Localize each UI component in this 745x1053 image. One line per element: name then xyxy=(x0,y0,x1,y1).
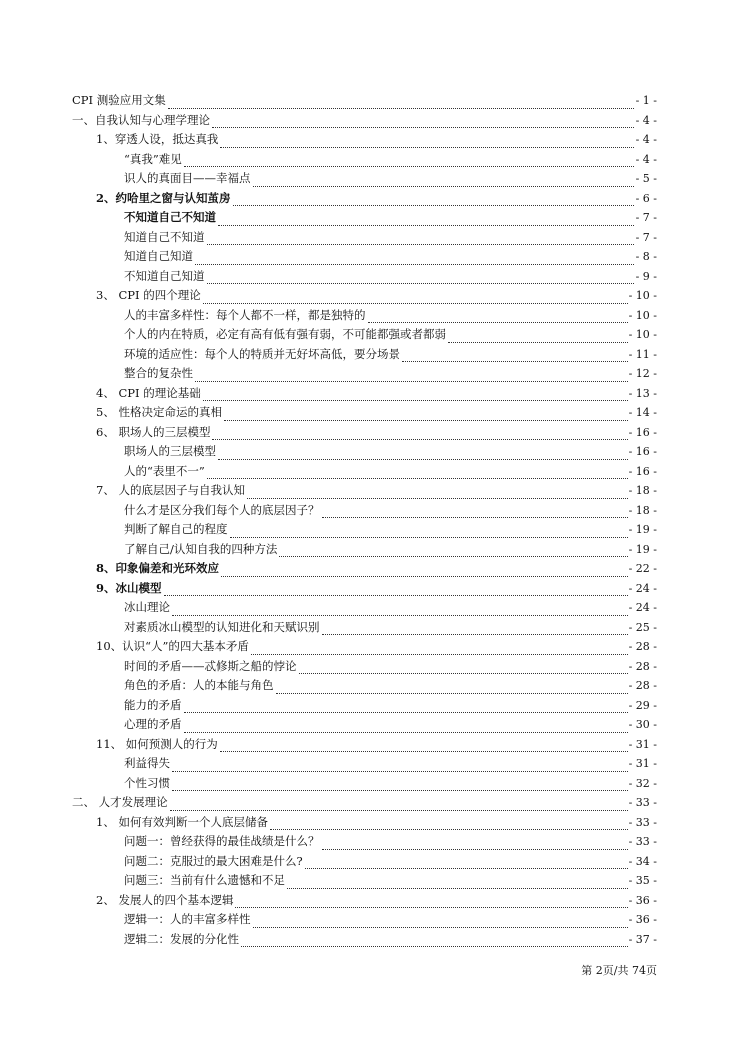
dot-leader xyxy=(184,721,657,733)
dot-leader xyxy=(251,643,656,655)
toc-entry-page: - 13 - xyxy=(628,384,657,404)
dot-leader xyxy=(230,526,657,538)
toc-entry[interactable] xyxy=(0,657,745,677)
toc-entry-title: 逻辑一：人的丰富多样性 xyxy=(124,912,251,926)
toc-entry[interactable] xyxy=(0,423,745,443)
dot-leader xyxy=(368,311,657,323)
toc-entry-page: - 5 - xyxy=(635,169,657,189)
toc-entry-page: - 10 - xyxy=(628,325,657,345)
toc-entry-page: - 14 - xyxy=(628,403,657,423)
dot-leader xyxy=(184,701,657,713)
toc-entry-page: - 35 - xyxy=(628,871,657,891)
dot-leader xyxy=(164,584,656,596)
toc-entry-page: - 22 - xyxy=(628,559,657,579)
toc-entry-page: - 33 - xyxy=(628,813,657,833)
toc-entry[interactable] xyxy=(0,813,745,833)
toc-entry-page: - 28 - xyxy=(628,657,657,677)
toc-entry-title: 人的“表里不一” xyxy=(124,463,205,478)
dot-leader xyxy=(172,604,656,616)
toc-entry-page: - 25 - xyxy=(628,618,657,638)
toc-entry-title: 整合的复杂性 xyxy=(124,366,193,380)
dot-leader xyxy=(322,838,657,850)
toc-entry[interactable] xyxy=(0,169,745,189)
toc-entry[interactable] xyxy=(0,559,745,579)
dot-leader xyxy=(279,545,656,557)
toc-entry[interactable] xyxy=(0,852,745,872)
toc-entry-title: 知道自己知道 xyxy=(124,249,193,263)
toc-entry-page: - 28 - xyxy=(628,676,657,696)
toc-entry[interactable] xyxy=(0,501,745,521)
toc-entry-page: - 9 - xyxy=(635,267,657,287)
toc-entry-page: - 10 - xyxy=(628,306,657,326)
toc-entry-title: 能力的矛盾 xyxy=(124,697,182,712)
dot-leader xyxy=(203,292,656,304)
toc-entry-title: 个性习惯 xyxy=(124,775,170,790)
toc-entry-page: - 7 - xyxy=(635,208,657,228)
toc-entry-title: 3、 CPI 的四个理论 xyxy=(96,288,201,302)
toc-entry[interactable] xyxy=(0,228,745,248)
toc-entry[interactable] xyxy=(0,618,745,638)
toc-entry-title: 10、认识“人”的四大基本矛盾 xyxy=(96,639,249,653)
dot-leader xyxy=(218,448,656,460)
dot-leader xyxy=(253,175,657,187)
dot-leader xyxy=(448,331,656,343)
toc-entry-page: - 24 - xyxy=(628,579,657,599)
dot-leader xyxy=(195,370,656,382)
toc-entry-title: 个人的内在特质，必定有高有低有强有弱，不可能都强或者都弱 xyxy=(124,327,446,341)
toc-entry-title: 逻辑二：发展的分化性 xyxy=(124,931,239,946)
toc-entry[interactable] xyxy=(0,364,745,384)
dot-leader xyxy=(287,877,656,889)
toc-entry-title: 5、 性格决定命运的真相 xyxy=(96,405,222,419)
toc-entry[interactable] xyxy=(0,540,745,560)
toc-entry-title: 1、 如何有效判断一个人底层储备 xyxy=(96,814,268,829)
toc-entry-page: - 18 - xyxy=(628,501,657,521)
toc-entry-title: 知道自己不知道 xyxy=(124,229,205,244)
toc-entry-title: 7、 人的底层因子与自我认知 xyxy=(96,483,245,497)
dot-leader xyxy=(212,428,656,440)
toc-entry-title: 9、冰山模型 xyxy=(96,580,162,595)
dot-leader xyxy=(241,935,656,947)
toc-entry[interactable] xyxy=(0,189,745,209)
toc-entry-title: “真我”难见 xyxy=(124,151,182,166)
toc-entry-page: - 16 - xyxy=(628,423,657,443)
toc-entry[interactable] xyxy=(0,325,745,345)
toc-entry[interactable] xyxy=(0,754,745,774)
dot-leader xyxy=(207,272,657,284)
dot-leader xyxy=(203,389,656,401)
toc-entry[interactable] xyxy=(0,306,745,326)
dot-leader xyxy=(212,116,656,128)
toc-entry[interactable] xyxy=(0,774,745,794)
toc-entry-page: - 37 - xyxy=(628,930,657,950)
dot-leader xyxy=(322,506,657,518)
toc-entry-page: - 33 - xyxy=(628,832,657,852)
dot-leader xyxy=(220,740,656,752)
toc-entry-title: 职场人的三层模型 xyxy=(124,444,216,458)
toc-entry[interactable] xyxy=(0,462,745,482)
toc-entry[interactable] xyxy=(0,247,745,267)
dot-leader xyxy=(253,916,657,928)
toc-entry-page: - 36 - xyxy=(628,910,657,930)
toc-entry-page: - 18 - xyxy=(628,481,657,501)
dot-leader xyxy=(218,214,656,226)
toc-entry-page: - 34 - xyxy=(628,852,657,872)
toc-entry[interactable] xyxy=(0,696,745,716)
dot-leader xyxy=(305,857,656,869)
toc-entry-title: 4、 CPI 的理论基础 xyxy=(96,385,201,400)
dot-leader xyxy=(170,799,656,811)
toc-entry[interactable] xyxy=(0,91,745,111)
toc-entry-title: 人的丰富多样性：每个人都不一样，都是独特的 xyxy=(124,307,366,322)
toc-entry[interactable] xyxy=(0,150,745,170)
dot-leader xyxy=(270,818,656,830)
dot-leader xyxy=(276,682,657,694)
dot-leader xyxy=(207,467,656,479)
toc-entry-title: 1、穿透人设，抵达真我 xyxy=(96,132,219,146)
dot-leader xyxy=(207,233,657,245)
toc-entry-page: - 30 - xyxy=(628,715,657,735)
dot-leader xyxy=(220,136,656,148)
toc-entry[interactable] xyxy=(0,208,745,228)
toc-entry-page: - 10 - xyxy=(628,286,657,306)
toc-entry-title: 角色的矛盾：人的本能与角色 xyxy=(124,678,274,692)
toc-entry-title: 利益得失 xyxy=(124,756,170,770)
toc-entry-title: 时间的矛盾——忒修斯之船的悖论 xyxy=(124,658,297,673)
dot-leader xyxy=(184,155,656,167)
toc-entry-page: - 31 - xyxy=(628,735,657,755)
toc-entry-page: - 4 - xyxy=(635,130,657,150)
toc-entry-title: 了解自己/认知自我的四种方法 xyxy=(124,541,278,556)
toc-entry[interactable] xyxy=(0,598,745,618)
toc-entry-title: 不知道自己不知道 xyxy=(124,210,216,224)
toc-entry-title: 一、自我认知与心理学理论 xyxy=(72,112,210,127)
toc-entry[interactable] xyxy=(0,891,745,911)
toc-entry-title: 2、 发展人的四个基本逻辑 xyxy=(96,892,234,907)
toc-entry-title: 对素质冰山模型的认知进化和天赋识别 xyxy=(124,619,320,634)
toc-entry[interactable] xyxy=(0,735,745,755)
toc-entry-page: - 36 - xyxy=(628,891,657,911)
toc-entry-title: 不知道自己知道 xyxy=(124,268,205,283)
toc-entry-title: 11、 如何预测人的行为 xyxy=(96,736,218,751)
toc-entry[interactable] xyxy=(0,403,745,423)
toc-entry-title: CPI 测验应用文集 xyxy=(72,93,166,107)
toc-entry-title: 2、约哈里之窗与认知茧房 xyxy=(96,190,231,205)
toc-entry-page: - 16 - xyxy=(628,462,657,482)
toc-entry-title: 什么才是区分我们每个人的底层因子？ xyxy=(124,502,320,517)
dot-leader xyxy=(224,409,656,421)
dot-leader xyxy=(168,97,656,109)
toc-entry[interactable] xyxy=(0,871,745,891)
toc-entry[interactable] xyxy=(0,637,745,657)
toc-entry[interactable] xyxy=(0,111,745,131)
toc-entry-page: - 24 - xyxy=(628,598,657,618)
toc-entry-title: 判断了解自己的程度 xyxy=(124,522,228,536)
dot-leader xyxy=(221,565,656,577)
dot-leader xyxy=(322,623,657,635)
toc-entry[interactable] xyxy=(0,930,745,950)
toc-entry-title: 6、 职场人的三层模型 xyxy=(96,424,211,439)
dot-leader xyxy=(195,253,656,265)
toc-entry-title: 问题二：克服过的最大困难是什么? xyxy=(124,853,303,868)
toc-entry[interactable] xyxy=(0,832,745,852)
dot-leader xyxy=(402,350,656,362)
toc-entry-page: - 11 - xyxy=(628,345,657,365)
table-of-contents xyxy=(0,91,745,949)
toc-entry-title: 8、印象偏差和光环效应 xyxy=(96,561,220,575)
toc-entry[interactable] xyxy=(0,793,745,813)
toc-entry-page: - 29 - xyxy=(628,696,657,716)
dot-leader xyxy=(299,662,657,674)
toc-entry-page: - 32 - xyxy=(628,774,657,794)
dot-leader xyxy=(233,194,656,206)
toc-entry-page: - 19 - xyxy=(628,520,657,540)
toc-entry-page: - 16 - xyxy=(628,442,657,462)
toc-entry[interactable] xyxy=(0,481,745,501)
toc-entry[interactable] xyxy=(0,267,745,287)
toc-entry-title: 环境的适应性：每个人的特质并无好坏高低，要分场景 xyxy=(124,346,400,361)
toc-entry-title: 二、 人才发展理论 xyxy=(72,795,168,809)
dot-leader xyxy=(235,896,656,908)
toc-entry-title: 冰山理论 xyxy=(124,600,170,614)
toc-entry-page: - 12 - xyxy=(628,364,657,384)
toc-entry-page: - 4 - xyxy=(635,111,657,131)
toc-entry-page: - 8 - xyxy=(635,247,657,267)
toc-entry-page: - 19 - xyxy=(628,540,657,560)
toc-entry-page: - 31 - xyxy=(628,754,657,774)
toc-entry[interactable] xyxy=(0,442,745,462)
toc-entry[interactable] xyxy=(0,384,745,404)
toc-entry-page: - 28 - xyxy=(628,637,657,657)
toc-entry-page: - 7 - xyxy=(635,228,657,248)
toc-entry-page: - 33 - xyxy=(628,793,657,813)
dot-leader xyxy=(172,779,656,791)
dot-leader xyxy=(172,760,656,772)
toc-entry-title: 问题一：曾经获得的最佳战绩是什么？ xyxy=(124,834,320,848)
toc-entry-page: - 4 - xyxy=(635,150,657,170)
toc-entry[interactable] xyxy=(0,715,745,735)
toc-entry-title: 识人的真面目——幸福点 xyxy=(124,171,251,185)
page-footer: 第 2页/共 74页 xyxy=(581,964,657,977)
toc-entry-page: - 1 - xyxy=(635,91,657,111)
toc-entry-title: 心理的矛盾 xyxy=(124,717,182,731)
toc-entry[interactable] xyxy=(0,130,745,150)
toc-entry[interactable] xyxy=(0,676,745,696)
toc-entry-page: - 6 - xyxy=(635,189,657,209)
toc-entry[interactable] xyxy=(0,345,745,365)
toc-entry[interactable] xyxy=(0,579,745,599)
toc-entry[interactable] xyxy=(0,910,745,930)
toc-entry[interactable] xyxy=(0,286,745,306)
dot-leader xyxy=(247,487,656,499)
toc-entry[interactable] xyxy=(0,520,745,540)
toc-entry-title: 问题三：当前有什么遗憾和不足 xyxy=(124,873,285,887)
